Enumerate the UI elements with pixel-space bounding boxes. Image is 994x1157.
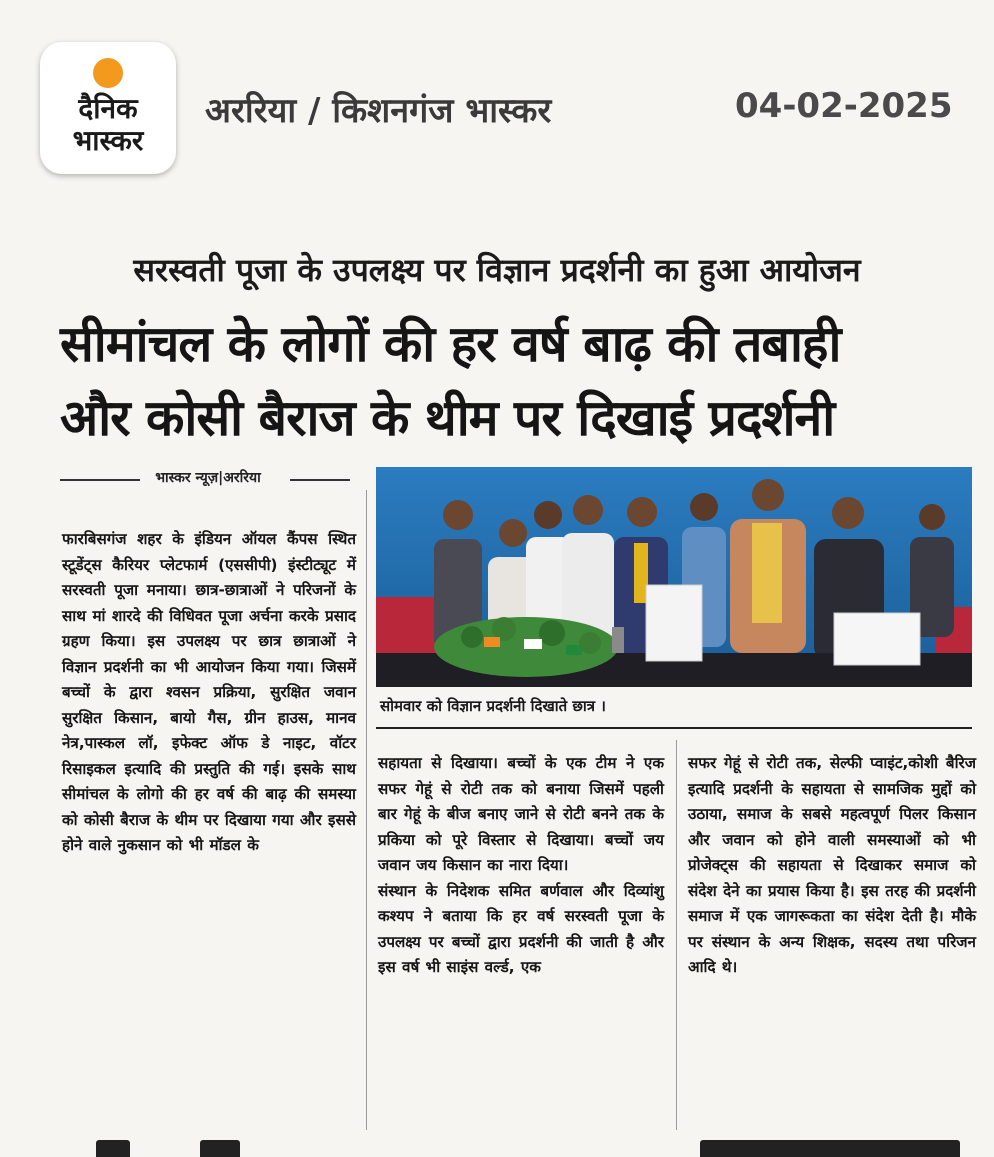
- photo-caption: सोमवार को विज्ञान प्रदर्शनी दिखाते छात्र ।: [380, 697, 606, 715]
- photo-illustration: [376, 467, 972, 687]
- headline-line-1: सीमांचल के लोगों की हर वर्ष बाढ़ की तबाही: [60, 315, 841, 373]
- event-photo: [376, 467, 972, 687]
- column-1-text: फारबिसगंज शहर के इंडियन ऑयल कैंपस स्थित स्टूडेंट्स कैरियर प्लेटफार्म (एससीपी) इंस्टीट्यूट में सरस्वती पूजा मनाया। छात्र-छात्राओं ने परिजनों के साथ मां शारदे की विधिवत पूजा अर्चना करके प्रसाद ग्रहण किया। इस उपलक्ष्य पर छात्र छात्राओं ने विज्ञान प्रदर्शनी का भी आयोजन किया गया। जिसमें बच्चों के द्वारा श्वसन प्रक्रिया, सुरक्षित जवान सुरक्षित किसान, बायो गैस, ग्रीन हाउस, मानव नेत्र,पास्कल लॉ, इफेक्ट ऑफ डे नाइट, वॉटर रिसाइकल इत्यादि की प्रस्तुति की गई। इसके साथ सीमांचल के लोगो की हर वर्ष की बाढ़ की समस्या को कोसी बैराज के थीम पर दिखाया गया और इससे होने वाले नुकसान को भी मॉडल के: [62, 530, 356, 854]
- edition-name: अररिया / किशनगंज भास्कर: [205, 91, 552, 131]
- column-2-paragraph-1: सहायता से दिखाया। बच्चों के एक टीम ने एक सफर गेहूं से रोटी तक को बनाया जिसमें पहली बार गेहूं के बीज बनाए जाने से रोटी बनने तक के प्रकिया को पूरे विस्तार से दिखाया। बच्चों जय जवान जय किसान का नारा दिया।: [378, 754, 664, 874]
- logo-word-dainik: दैनिक: [78, 92, 138, 125]
- byline: भास्कर न्यूज़|अररिया: [155, 470, 261, 486]
- column-2-paragraph-2: संस्थान के निदेशक समित बर्णवाल और दिव्यांशु कश्यप ने बताया कि हर वर्ष सरस्वती पूजा के उपलक्ष्य पर बच्चों द्वारा प्रदर्शनी की जाती है और इस वर्ष भी साइंस वर्ल्ड, एक: [378, 881, 664, 976]
- article-column-2: [378, 751, 664, 981]
- headline-line-2: और कोसी बैराज के थीम पर दिखाई प्रदर्शनी: [60, 389, 835, 447]
- article-column-1: [62, 527, 356, 859]
- cut-off-text-fragment: [700, 1140, 960, 1157]
- column-divider-1: [366, 490, 367, 1130]
- caption-rule: [376, 727, 972, 729]
- article-column-3: [688, 751, 976, 981]
- logo-sun-icon: [93, 58, 123, 88]
- cut-off-text-fragment: [96, 1140, 130, 1157]
- article-kicker: सरस्वती पूजा के उपलक्ष्य पर विज्ञान प्रदर्शनी का हुआ आयोजन: [133, 251, 861, 289]
- dainik-bhaskar-logo: [40, 42, 176, 174]
- column-divider-2: [676, 740, 677, 1130]
- publication-date: 04-02-2025: [735, 86, 953, 126]
- logo-word-bhaskar: भास्कर: [72, 124, 144, 157]
- column-3-text: सफर गेहूं से रोटी तक, सेल्फी प्वाइंट,कोशी बैरिज इत्यादि प्रदर्शनी के सहायता से सामजिक मुद्दों को उठाया, समाज के सबसे महत्वपूर्ण पिलर किसान और जवान को होने वाली समस्याओं को भी प्रोजेक्ट्स की सहायता से दिखाकर समाज को संदेश देने का प्रयास किया है। इस तरह की प्रदर्शनी समाज में एक जागरूकता का संदेश देती है। मौके पर संस्थान के अन्य शिक्षक, सदस्य तथा परिजन आदि थे।: [688, 754, 976, 976]
- cut-off-text-fragment: [200, 1140, 240, 1157]
